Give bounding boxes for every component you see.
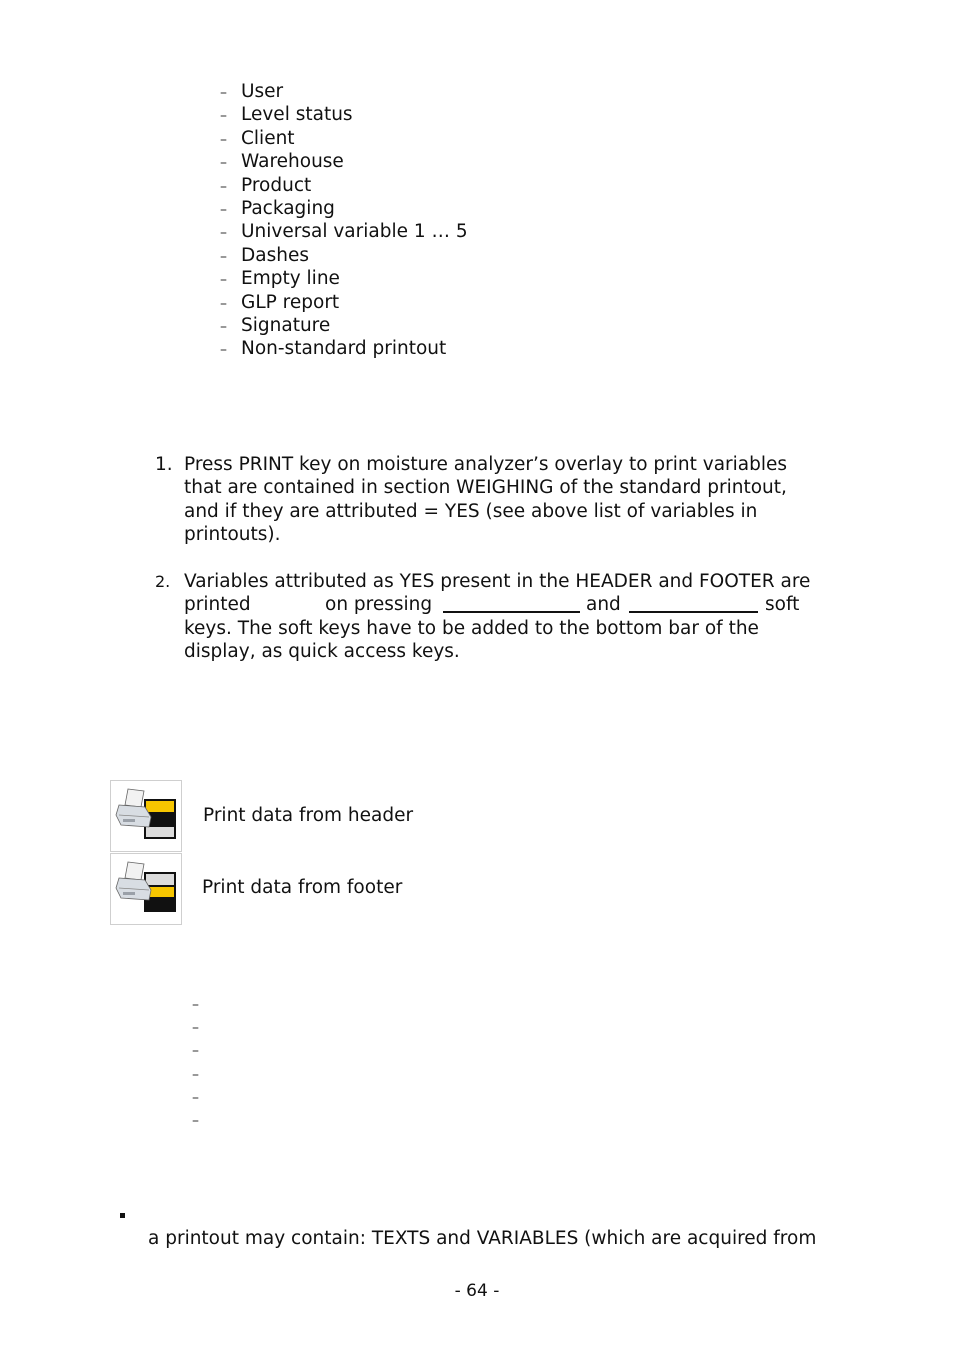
paragraph-2 xyxy=(150,570,870,664)
icon-label-header: Print data from header xyxy=(203,805,414,826)
paragraph-text: Press PRINT key on moisture analyzer’s overlay to print variables that are contained in section WEIGHING of the standard printout, and if they are attributed = YES (see above list of variables in printouts). xyxy=(184,454,788,546)
empty-dash: – xyxy=(192,1043,199,1059)
dash-glyph: – xyxy=(220,248,227,265)
dash-glyph: – xyxy=(220,225,227,242)
icon-label-footer: Print data from footer xyxy=(202,877,403,898)
dash-glyph: – xyxy=(220,85,227,101)
dash-glyph: – xyxy=(220,178,227,195)
list-item: – Dashes xyxy=(220,244,468,267)
list-item: – Product xyxy=(220,174,468,197)
list-item: – GLP report xyxy=(220,291,468,314)
empty-dash: – xyxy=(192,1020,199,1036)
list-item: – Client xyxy=(220,127,468,150)
empty-dash: – xyxy=(192,1113,199,1129)
printer-header-icon[interactable] xyxy=(110,780,182,852)
list-item: – Universal variable 1 … 5 xyxy=(220,220,468,243)
dash-glyph: – xyxy=(220,272,227,289)
dash-glyph: – xyxy=(220,155,227,172)
paragraph-1 xyxy=(150,453,850,547)
list-item: – Warehouse xyxy=(220,150,468,173)
list-item: – User xyxy=(220,80,468,103)
list-item: – Signature xyxy=(220,314,468,337)
list-item: – Non-standard printout xyxy=(220,337,468,360)
blank-line xyxy=(443,597,580,613)
dash-glyph: – xyxy=(220,342,227,359)
empty-dash: – xyxy=(192,1067,199,1083)
list-item: – Empty line xyxy=(220,267,468,290)
list-item: – Packaging xyxy=(220,197,468,220)
bottom-text: a printout may contain: TEXTS and VARIABLES (which are acquired from xyxy=(148,1228,817,1249)
page-number: - 64 - xyxy=(454,1281,500,1301)
bullet-marker xyxy=(120,1213,125,1218)
variables-list xyxy=(220,80,468,361)
paragraph-number: 2. xyxy=(155,572,171,591)
dash-glyph: – xyxy=(220,201,227,218)
dash-glyph: – xyxy=(220,295,227,312)
list-item: – Level status xyxy=(220,103,468,126)
paragraph-text: Variables attributed as YES present in the HEADER and FOOTER are printed on pressing and soft keys. The soft keys have to be added to the bottom bar of the display, as quick access keys. xyxy=(184,571,811,663)
empty-dash: – xyxy=(192,997,199,1013)
blank-line xyxy=(629,597,758,613)
dash-glyph: – xyxy=(220,131,227,148)
dash-glyph: – xyxy=(220,318,227,335)
printer-footer-icon[interactable] xyxy=(110,853,182,925)
paragraph-number: 1. xyxy=(155,454,173,475)
empty-dash: – xyxy=(192,1090,199,1106)
dash-glyph: – xyxy=(220,108,227,125)
